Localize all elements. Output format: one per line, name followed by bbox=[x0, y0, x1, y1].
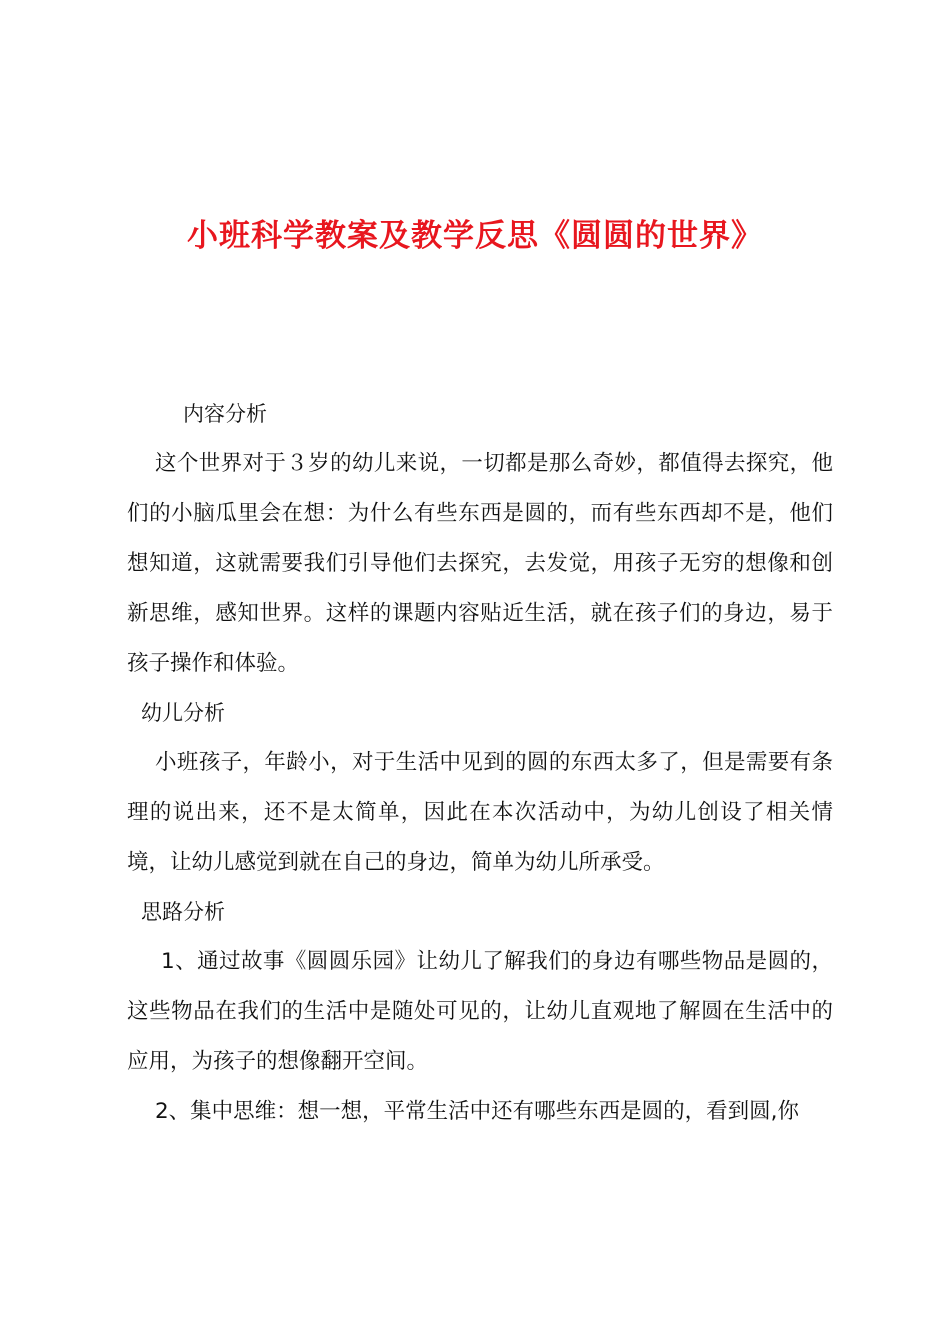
document-title: 小班科学教案及教学反思《圆圆的世界》 bbox=[187, 218, 763, 254]
paragraph: 2、集中思维：想一想，平常生活中还有哪些东西是圆的，看到圆,你 bbox=[155, 1099, 800, 1124]
section-heading-content-analysis: 内容分析 bbox=[183, 402, 267, 426]
section-body-child-analysis bbox=[127, 738, 833, 888]
section-body-approach-analysis bbox=[127, 937, 833, 1087]
paragraph: 这个世界对于３岁的幼儿来说，一切都是那么奇妙，都值得去探究，他们的小脑瓜里会在想：为什么有些东西是圆的，而有些东西却不是，他们想知道，这就需要我们引导他们去探究，去发觉，用孩子无穷的想像和创新思维，感知世界。这样的课题内容贴近生活，就在孩子们的身边，易于孩子操作和体验。 bbox=[127, 451, 833, 676]
section-heading-child-analysis: 幼儿分析 bbox=[141, 701, 225, 725]
section-heading-approach-analysis: 思路分析 bbox=[141, 900, 225, 924]
section-body-approach-analysis-continued bbox=[127, 1087, 833, 1137]
section-body-content-analysis bbox=[127, 439, 833, 689]
paragraph: 1、通过故事《圆圆乐园》让幼儿了解我们的身边有哪些物品是圆的，这些物品在我们的生活中是随处可见的，让幼儿直观地了解圆在生活中的应用，为孩子的想像翻开空间。 bbox=[127, 949, 833, 1074]
paragraph: 小班孩子，年龄小，对于生活中见到的圆的东西太多了，但是需要有条理的说出来，还不是太简单，因此在本次活动中，为幼儿创设了相关情境，让幼儿感觉到就在自己的身边，简单为幼儿所承受。 bbox=[127, 750, 833, 875]
